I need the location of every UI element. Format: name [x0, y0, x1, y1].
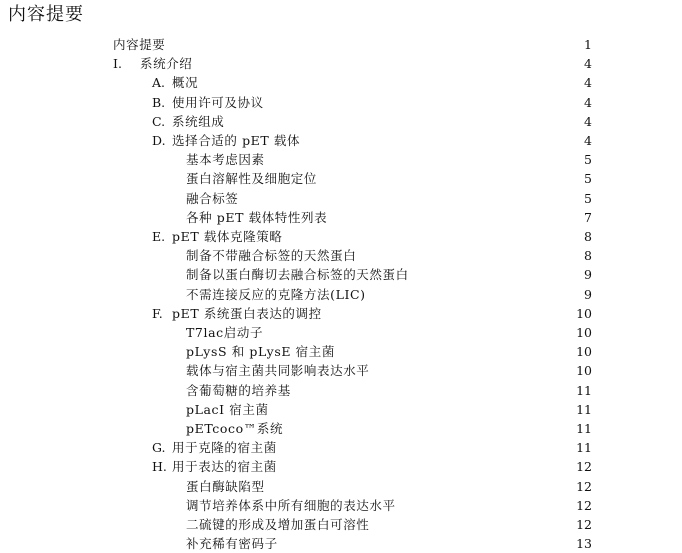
toc-entry[interactable] [0, 381, 682, 400]
toc-entry[interactable] [0, 457, 682, 476]
toc-entry[interactable] [0, 419, 682, 438]
toc-entry-label: 补充稀有密码子 [186, 536, 278, 552]
toc-entry-page-number: 9 [584, 267, 592, 283]
toc-entry-page-number: 4 [584, 113, 592, 129]
toc-entry-label: 内容提要 [113, 37, 166, 52]
toc-entry-label: pETcoco™系统 [186, 421, 284, 436]
toc-entry-label: 选择合适的 pET 载体 [172, 133, 301, 148]
toc-entry-page-number: 8 [584, 248, 592, 264]
toc-entry[interactable] [0, 265, 682, 284]
toc-entry-label: 蛋白酶缺陷型 [186, 478, 265, 494]
toc-entry[interactable] [0, 208, 682, 227]
toc-entry[interactable] [0, 342, 682, 361]
toc-entry-label: 系统介绍 [140, 56, 193, 72]
toc-entry-page-number: 10 [576, 305, 592, 321]
toc-entry[interactable] [0, 400, 682, 419]
toc-entry-page-number: 11 [576, 401, 592, 417]
toc-entry-label: pET 载体克隆策略 [172, 229, 283, 244]
toc-entry-page-number: 4 [584, 94, 592, 110]
toc-entry-number: H. [152, 459, 167, 475]
toc-entry-page-number: 4 [584, 56, 592, 72]
toc-entry-number: A. [152, 75, 166, 91]
toc-entry[interactable] [0, 73, 682, 92]
toc-entry-page-number: 11 [576, 382, 592, 398]
toc-entry-label: pET 系统蛋白表达的调控 [172, 305, 322, 321]
toc-entry[interactable] [0, 285, 682, 304]
toc-entry[interactable] [0, 93, 682, 112]
toc-entry-label: 制备以蛋白酶切去融合标签的天然蛋白 [186, 267, 409, 283]
toc-entry[interactable] [0, 534, 682, 553]
toc-entry-label: 概况 [172, 75, 199, 91]
toc-entry[interactable] [0, 515, 682, 534]
toc-entry[interactable] [0, 112, 682, 131]
toc-entry-label: 制备不带融合标签的天然蛋白 [186, 248, 357, 264]
toc-entry-number: D. [152, 133, 166, 148]
toc-entry-label: T7lac启动子 [186, 325, 264, 340]
toc-entry-number: I. [113, 56, 122, 72]
toc-entry-page-number: 1 [584, 37, 592, 52]
toc-entry-label: 含葡萄糖的培养基 [186, 382, 291, 398]
toc-entry[interactable] [0, 227, 682, 246]
toc-entry[interactable] [0, 189, 682, 208]
toc-entry[interactable] [0, 477, 682, 496]
toc-entry-page-number: 5 [584, 190, 592, 206]
toc-entry-page-number: 12 [576, 478, 592, 494]
toc-entry-label: 各种 pET 载体特性列表 [186, 209, 328, 225]
toc-entry-number: F. [152, 305, 163, 321]
toc-entry-page-number: 4 [584, 133, 592, 148]
toc-entry[interactable] [0, 438, 682, 457]
toc-entry-page-number: 13 [576, 536, 592, 552]
toc-entry[interactable] [0, 246, 682, 265]
toc-entry-page-number: 4 [584, 75, 592, 91]
toc-entry-page-number: 5 [584, 152, 592, 168]
toc-entry-number: G. [152, 440, 166, 456]
toc-entry-page-number: 10 [576, 363, 592, 379]
toc-entry-label: 系统组成 [172, 113, 225, 129]
toc-entry-page-number: 12 [576, 517, 592, 532]
toc-entry-label: 载体与宿主菌共同影响表达水平 [186, 363, 370, 379]
page-title: 内容提要 [8, 4, 84, 25]
toc-entry[interactable] [0, 169, 682, 188]
toc-entry-label: 用于克隆的宿主菌 [172, 440, 277, 456]
toc-entry[interactable] [0, 496, 682, 515]
toc-entry[interactable] [0, 35, 682, 54]
toc-entry-number: C. [152, 113, 166, 129]
toc-entry[interactable] [0, 54, 682, 73]
toc-entry-page-number: 7 [584, 209, 592, 225]
toc-entry-label: 融合标签 [186, 190, 239, 206]
toc-entry-label: pLysS 和 pLysE 宿主菌 [186, 344, 335, 360]
toc-entry[interactable] [0, 150, 682, 169]
toc-entry-page-number: 5 [584, 171, 592, 187]
toc-entry[interactable] [0, 304, 682, 323]
toc-entry-number: E. [152, 229, 166, 244]
toc-entry-label: pLacI 宿主菌 [186, 401, 269, 417]
toc-entry-label: 使用许可及协议 [172, 94, 264, 110]
toc-entry-page-number: 11 [576, 421, 592, 436]
toc-entry[interactable] [0, 323, 682, 342]
toc-entry-label: 蛋白溶解性及细胞定位 [186, 171, 318, 187]
toc-entry-label: 二硫键的形成及增加蛋白可溶性 [186, 517, 370, 532]
toc-entry-page-number: 11 [576, 440, 592, 456]
toc-entry-label: 基本考虑因素 [186, 152, 265, 168]
toc-entry-label: 不需连接反应的克隆方法(LIC) [186, 286, 366, 302]
toc-entry-page-number: 10 [576, 325, 592, 340]
toc-entry[interactable] [0, 131, 682, 150]
toc-entry-page-number: 9 [584, 286, 592, 302]
toc-entry-page-number: 10 [576, 344, 592, 360]
toc-entry-page-number: 12 [576, 459, 592, 475]
toc-entry[interactable] [0, 361, 682, 380]
toc-entry-number: B. [152, 94, 166, 110]
toc-entry-page-number: 8 [584, 229, 592, 244]
toc-entry-label: 用于表达的宿主菌 [172, 459, 277, 475]
toc-entry-label: 调节培养体系中所有细胞的表达水平 [186, 497, 396, 513]
toc-entry-page-number: 12 [576, 497, 592, 513]
